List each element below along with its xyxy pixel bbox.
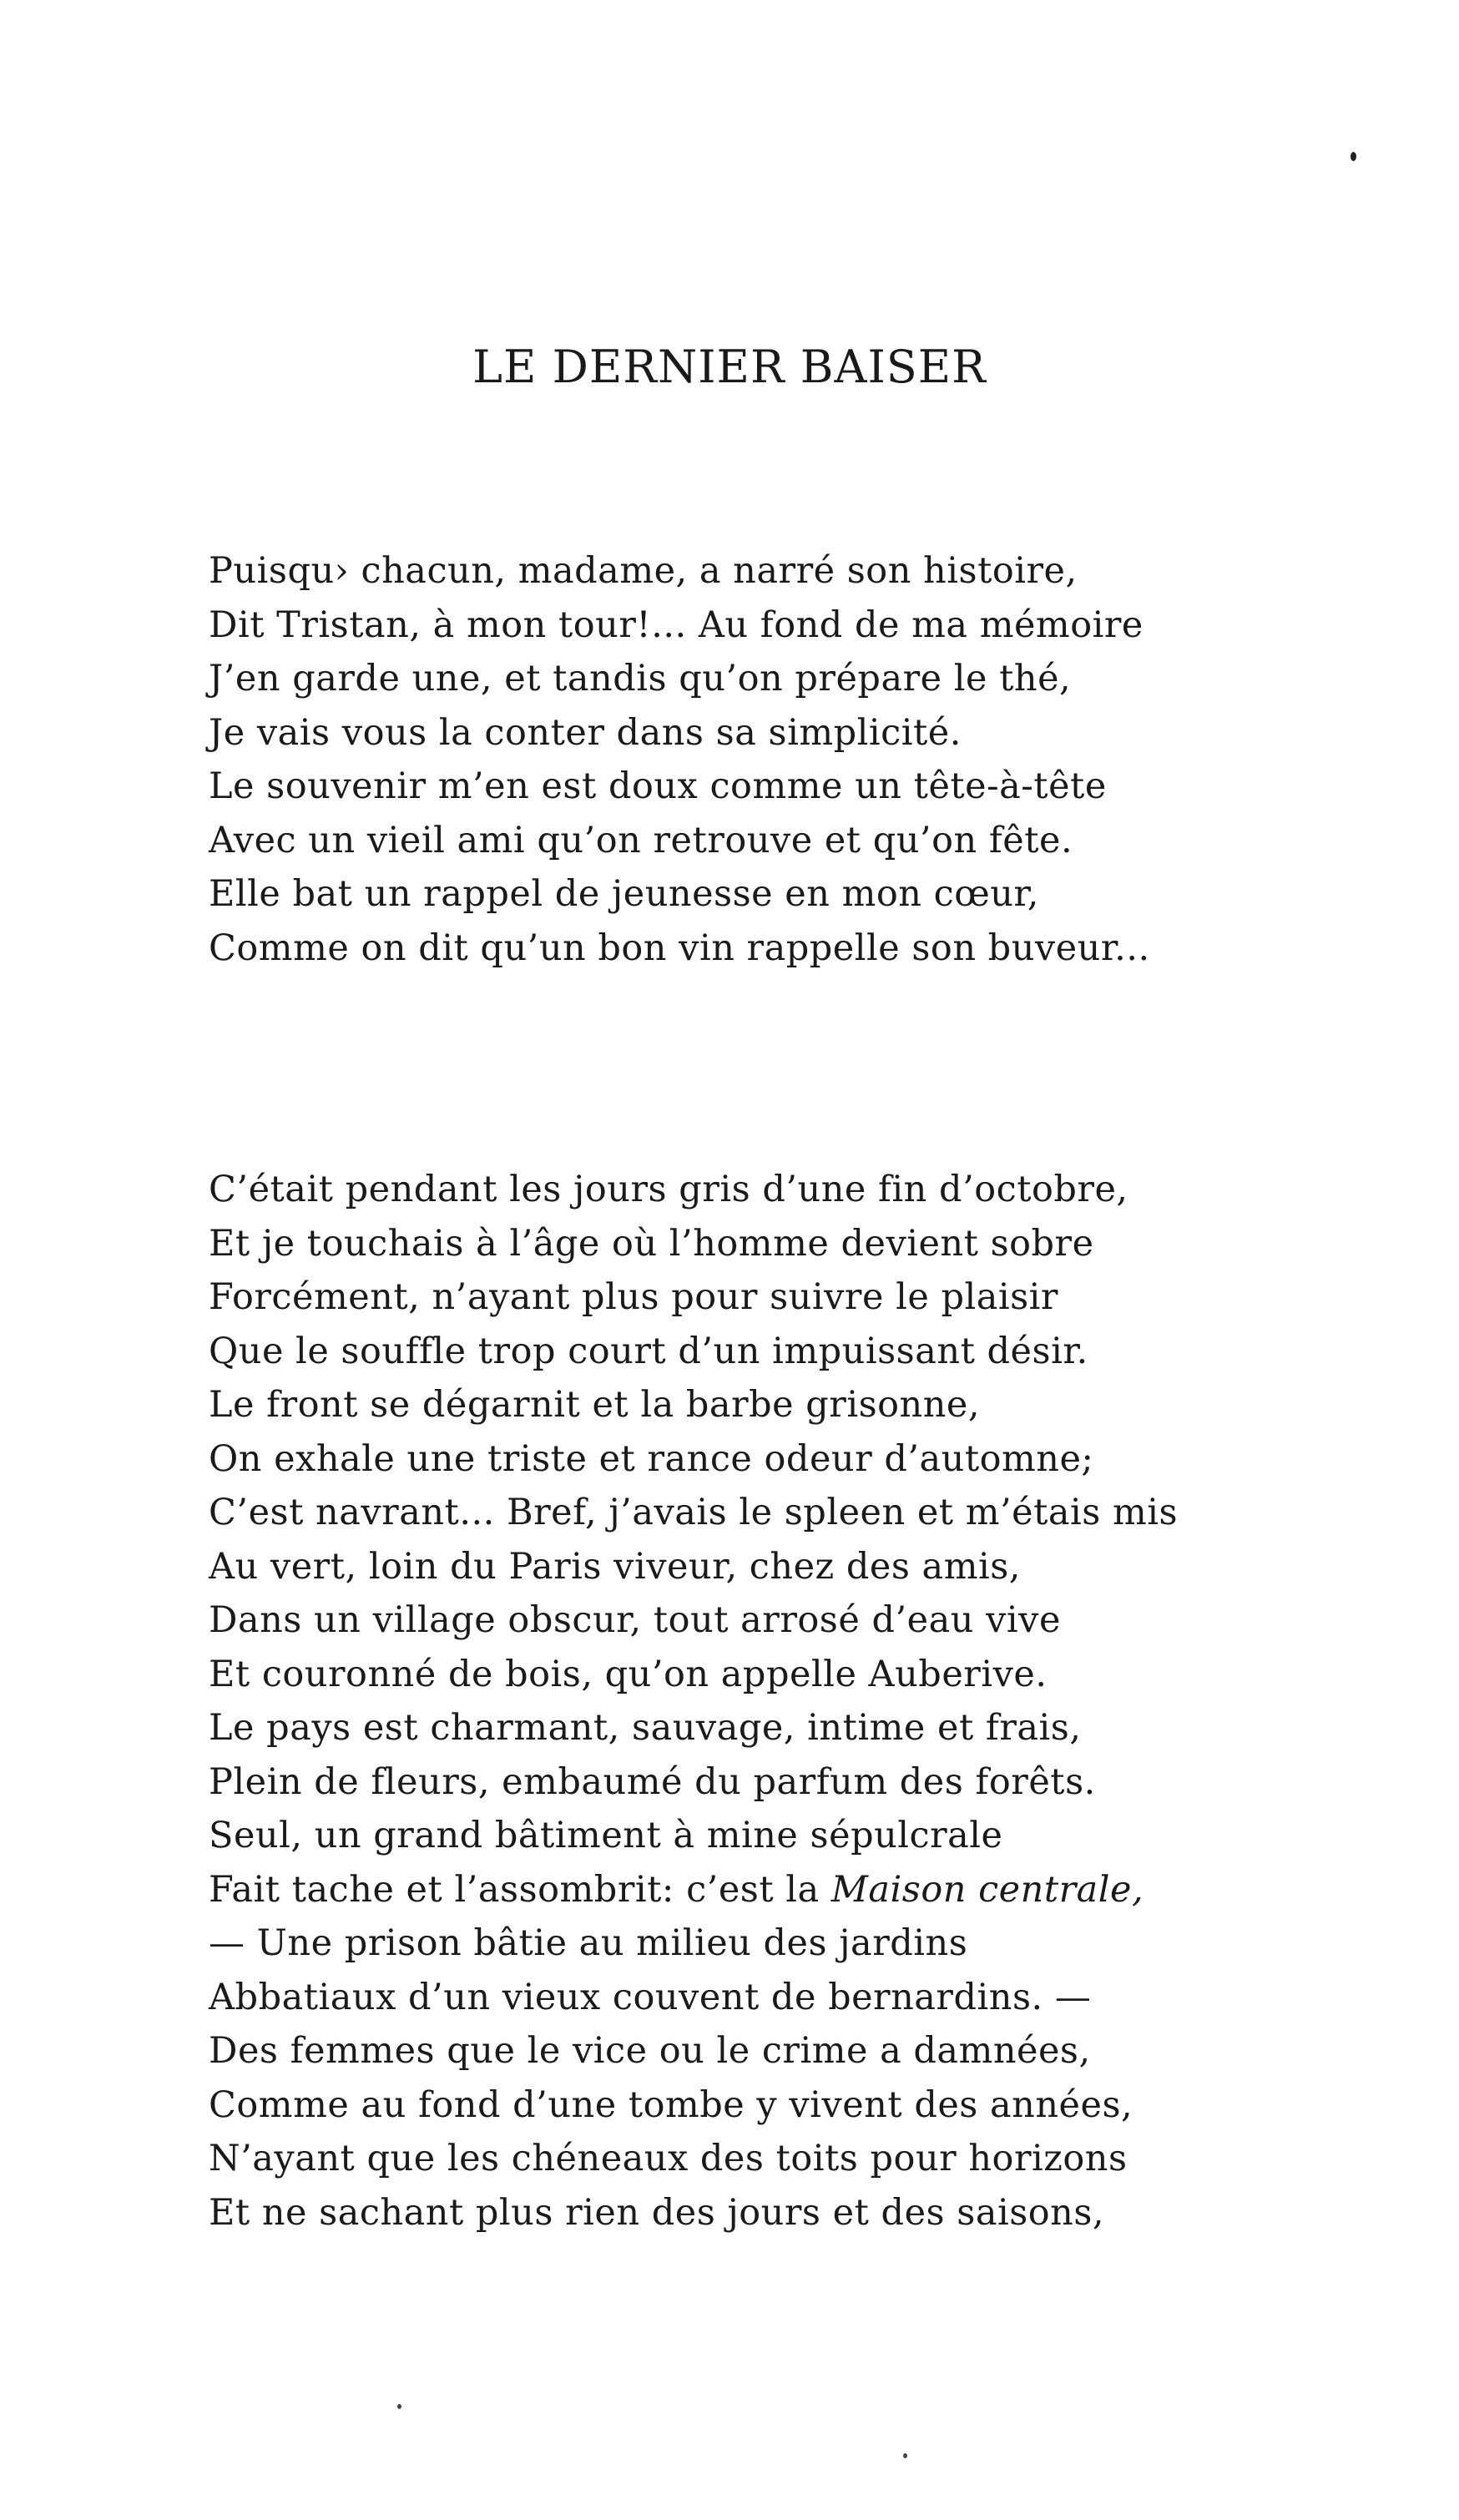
verse-line: Avec un vieil ami qu’on retrouve et qu’on fête. <box>209 819 1073 861</box>
verse-line: Le souvenir m’en est doux comme un tête-à-tête <box>209 765 1107 807</box>
verse-line: N’ayant que les chéneaux des toits pour horizons <box>209 2138 1128 2179</box>
verse-line: Comme au fond d’une tombe y vivent des années, <box>209 2083 1133 2126</box>
stanza-1 <box>209 544 1361 975</box>
verse-line: Puisqu› chacun, madame, a narré son histoire, <box>209 550 1078 592</box>
verse-line: C’est navrant... Bref, j’avais le spleen et m’étais mis <box>209 1492 1179 1533</box>
verse-line: Comme on dit qu’un bon vin rappelle son buveur... <box>209 927 1150 969</box>
verse-line-text: Fait tache et l’assombrit: c’est la <box>209 1868 831 1911</box>
verse-line: On exhale une triste et rance odeur d’automne; <box>209 1437 1094 1480</box>
ink-speck <box>1350 152 1356 161</box>
verse-line: Que le souffle trop court d’un impuissant désir. <box>209 1330 1088 1372</box>
verse-line: Et couronné de bois, qu’on appelle Auberive. <box>209 1653 1048 1695</box>
verse-line: Seul, un grand bâtiment à mine sépulcrale <box>209 1815 1003 1856</box>
ink-speck <box>903 2453 907 2458</box>
verse-line: Des femmes que le vice ou le crime a damnées, <box>209 2030 1091 2072</box>
verse-line: J’en garde une, et tandis qu’on prépare le thé, <box>209 658 1072 699</box>
verse-line: Et je touchais à l’âge où l’homme devient sobre <box>209 1222 1094 1265</box>
verse-line: C’était pendant les jours gris d’une fin d’octobre, <box>209 1169 1128 1210</box>
verse-line: Le front se dégarnit et la barbe grisonne, <box>209 1384 981 1426</box>
verse-line-with-italic <box>209 1863 1361 1917</box>
verse-line: Plein de fleurs, embaumé du parfum des forêts. <box>209 1760 1096 1803</box>
verse-line: Elle bat un rappel de jeunesse en mon cœur, <box>209 873 1039 915</box>
verse-line: Au vert, loin du Paris viveur, chez des amis, <box>209 1545 1021 1588</box>
verse-line: Le pays est charmant, sauvage, intime et frais, <box>209 1707 1082 1749</box>
verse-line: Et ne sachant plus rien des jours et des saisons, <box>209 2191 1105 2234</box>
verse-line: Dit Tristan, à mon tour!... Au fond de ma mémoire <box>209 603 1143 646</box>
poem-title: LE DERNIER BAISER <box>472 341 987 393</box>
verse-line: — Une prison bâtie au milieu des jardins <box>209 1922 968 1964</box>
italic-phrase: Maison centrale, <box>830 1868 1144 1911</box>
verse-line: Je vais vous la conter dans sa simplicité. <box>209 711 962 754</box>
ink-speck <box>397 2404 401 2409</box>
stanza-2 <box>209 1163 1361 2240</box>
verse-line: Forcément, n’ayant plus pour suivre le plaisir <box>209 1276 1058 1318</box>
verse-line: Dans un village obscur, tout arrosé d’eau vive <box>209 1599 1061 1641</box>
verse-line: Abbatiaux d’un vieux couvent de bernardins. — <box>209 1976 1092 2018</box>
